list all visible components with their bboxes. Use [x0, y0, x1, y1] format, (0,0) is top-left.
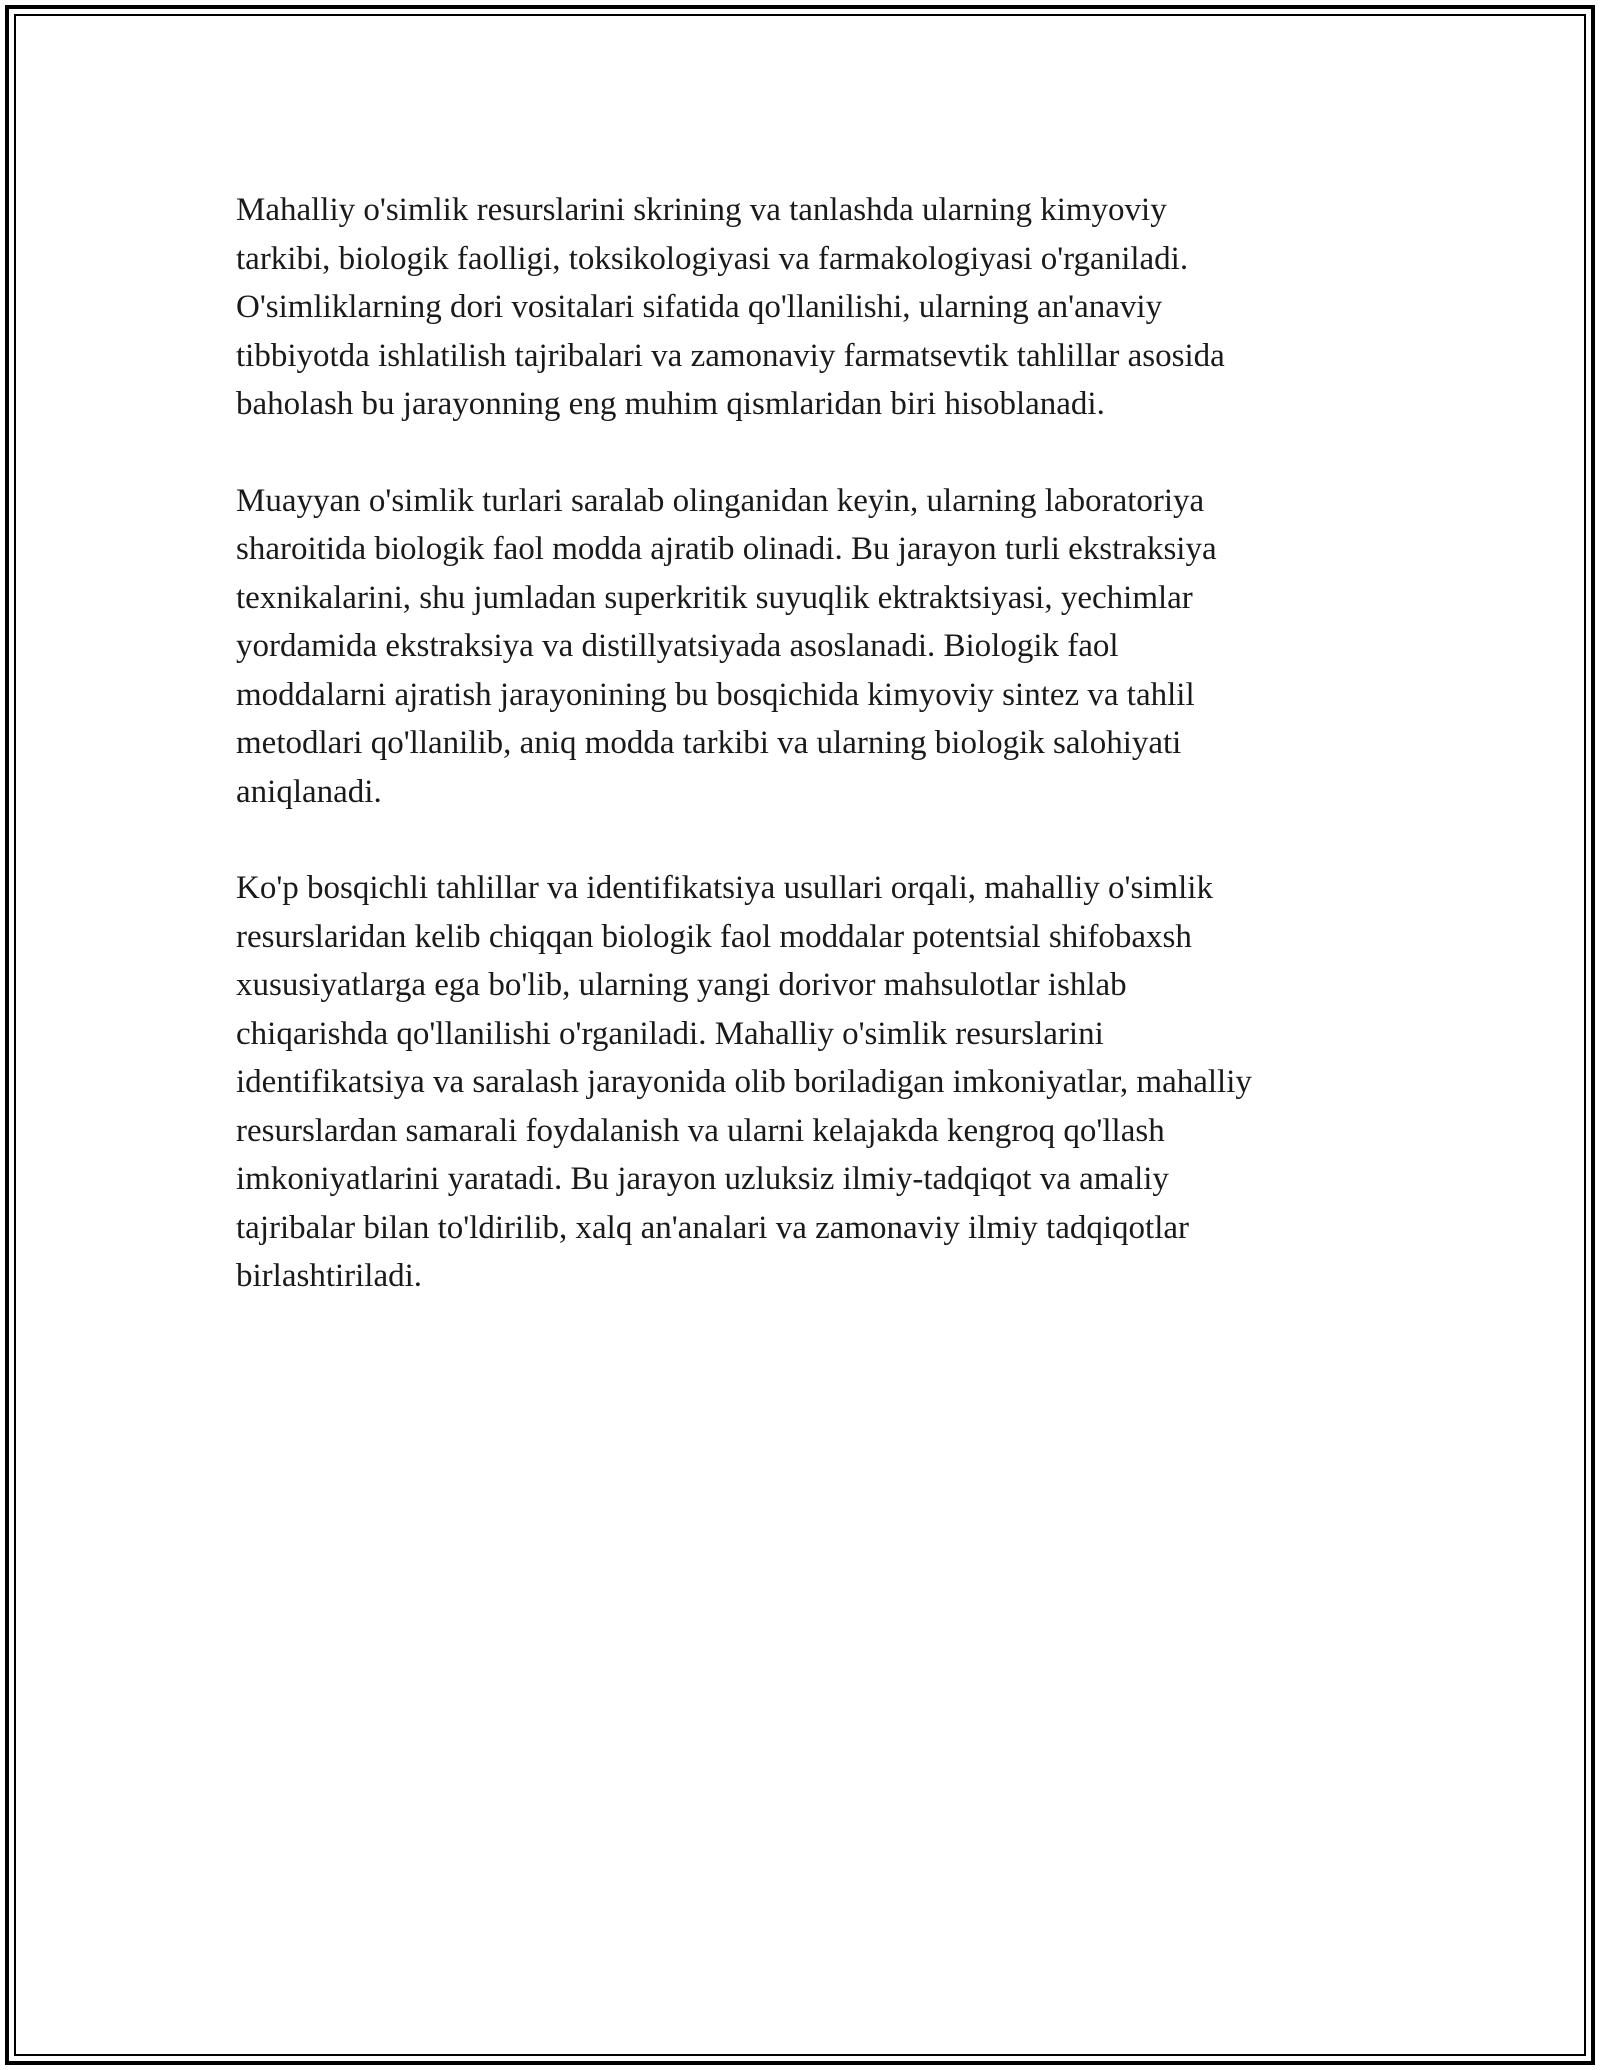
text-line: Muayyan o'simlik turlari saralab olinganidan keyin, ularning laboratoriya: [236, 482, 1205, 519]
document-body: [236, 186, 1386, 1349]
text-line: O'simliklarning dori vositalari sifatida qo'llanilishi, ularning an'anaviy: [236, 289, 1163, 325]
text-line: aniqlanadi.: [236, 773, 382, 810]
text-line: Ko'p bosqichli tahlillar va identifikatsiya usullari orqali, mahalliy o'simlik: [236, 870, 1213, 906]
text-line: yordamida ekstraksiya va distillyatsiyada asoslanadi. Biologik faol: [236, 628, 1119, 664]
text-line: xususiyatlarga ega bo'lib, ularning yangi dorivor mahsulotlar ishlab: [236, 967, 1127, 1003]
text-line: tibbiyotda ishlatilish tajribalari va zamonaviy farmatsevtik tahlillar asosida: [236, 337, 1225, 374]
paragraph-2: [236, 477, 1386, 817]
text-line: texnikalarini, shu jumladan superkritik suyuqlik ektraktsiyasi, yechimlar: [236, 579, 1193, 616]
text-line: moddalarni ajratish jarayonining bu bosqichida kimyoviy sintez va tahlil: [236, 676, 1195, 713]
text-line: metodlari qo'llanilib, aniq modda tarkibi va ularning biologik salohiyati: [236, 725, 1182, 761]
text-line: baholash bu jarayonning eng muhim qismlaridan biri hisoblanadi.: [236, 386, 1105, 422]
paragraph-3: [236, 864, 1386, 1301]
text-line: imkoniyatlarini yaratadi. Bu jarayon uzluksiz ilmiy-tadqiqot va amaliy: [236, 1161, 1169, 1197]
text-line: tarkibi, biologik faolligi, toksikologiyasi va farmakologiyasi o'rganiladi.: [236, 240, 1189, 277]
text-line: Mahalliy o'simlik resurslarini skrining va tanlashda ularning kimyoviy: [236, 192, 1167, 228]
text-line: resurslardan samarali foydalanish va ularni kelajakda kengroq qo'llash: [236, 1112, 1165, 1149]
text-line: sharoitida biologik faol modda ajratib olinadi. Bu jarayon turli ekstraksiya: [236, 531, 1217, 567]
text-line: birlashtiriladi.: [236, 1258, 423, 1294]
text-line: tajribalar bilan to'ldirilib, xalq an'analari va zamonaviy ilmiy tadqiqotlar: [236, 1209, 1190, 1246]
text-line: chiqarishda qo'llanilishi o'rganiladi. Mahalliy o'simlik resurslarini: [236, 1015, 1104, 1052]
text-line: resurslaridan kelib chiqqan biologik faol moddalar potentsial shifobaxsh: [236, 918, 1192, 955]
paragraph-1: [236, 186, 1386, 429]
text-line: identifikatsiya va saralash jarayonida olib boriladigan imkoniyatlar, mahalliy: [236, 1064, 1252, 1100]
